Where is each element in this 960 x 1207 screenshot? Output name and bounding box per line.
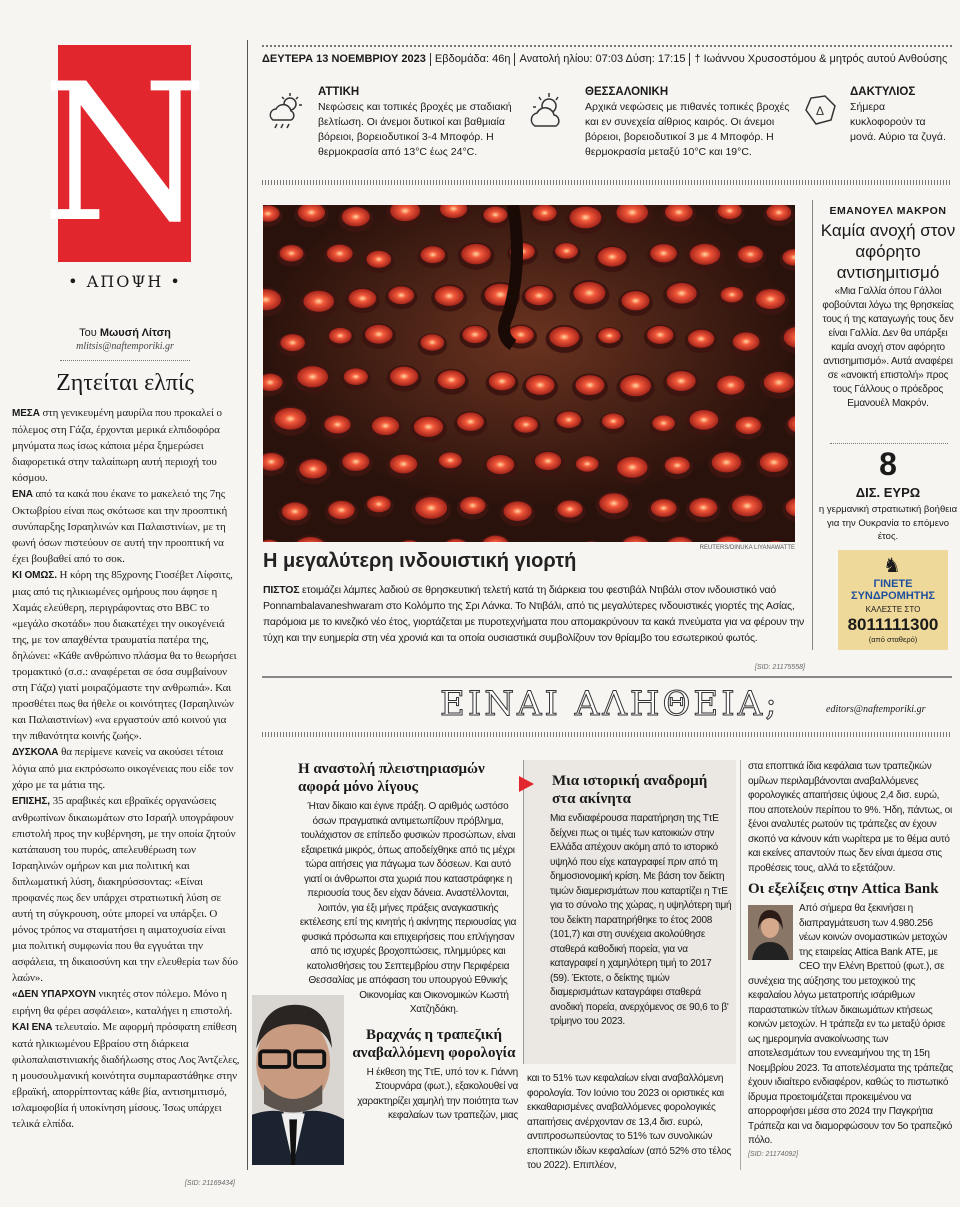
ring-zone-icon <box>800 90 840 130</box>
article-text: Η έκθεση της ΤτΕ, υπό τον κ. Γιάννη Στουρνάρα (φωτ.), εξακολουθεί να χαρακτηρίζει χαμηλή την ποιότητα των κεφαλαίων των τραπεζών, μιας <box>357 1066 518 1121</box>
phone-number[interactable]: 8011111300 <box>847 615 939 634</box>
sid-label: [SID: 21169434] <box>184 1180 235 1187</box>
opinion-paragraph: ΚΙ ΟΜΩΣ. Η κόρη της 85χρονης Γιοσέβετ Λίφσιτς, μιας από τις ηλικιωμένες ομήρους που άφησε η Χαμάς ελεύθερη, περιγράφοντας στο BBC το «μεγάλο σκοτάδι» που διακατέχει την οικογένειά της, με τον απαχθέντα τραυματία πατέρα της, δηλώνει: «Κάθε ανθρώπινο πλάσμα θα το θεωρήσει τρομακτικό (σ.σ.: αναφέρεται σε όσα συμβαίνουν στη Γάζα) γιατί μοιραζόμαστε την ανθρωπιά». Και προσθέτει πως θα ήθελε οι κοινότητες (Ισραηλινών και Παλαιστινίων) «να εργαστούν από κοινού για την πιθανότητα κοινής ζωής». <box>12 569 237 742</box>
article-title: Οι εξελίξεις στην Attica Bank <box>748 881 939 897</box>
article-column-1 <box>252 760 518 1165</box>
divider <box>262 676 952 678</box>
section-label: • ΑΠΟΨΗ • <box>68 272 182 291</box>
sidebar-kicker: ΕΜΑΝΟΥΕΛ ΜΑΚΡΟΝ <box>829 205 947 217</box>
opinion-paragraph: ΜΕΣΑ στη γενικευμένη μαυρίλα που προκαλεί ο πόλεμος στη Γάζα, έρχονται μερικά ελπιδοφόρα μηνύματα πως ίσως κάποια μέρα ξημερώσει διαφορετικά στην ταλαίπωρη αυτή περιοχή του κόσμου. <box>12 407 222 484</box>
opinion-paragraph: ΕΠΙΣΗΣ, 35 αραβικές και εβραϊκές οργανώσεις ανθρωπίνων δικαιωμάτων στο Ισραήλ υπογράφουν επιστολή προς την κυβέρνηση, με την οποία ζητούν κατάπαυση του πυρός, απελευθέρωση των Ισραηλινών ομήρων και μια πολιτική και διπλωματική λύση, διακηρύσσοντας: «Είναι προφανές πως δεν υπάρχει στρατιωτική λύση σε αυτή τη σύγκρουση, ούτε μπορεί να υπάρξει. Ο μόνος τρόπος να σταματήσει η αιματοχυσία είναι μια πολιτική συμφωνία που θα εγγυάται την ασφάλεια, τη δικαιοσύνη και την ελευθερία των δύο λαών». <box>12 795 238 984</box>
divider <box>262 45 952 47</box>
photo-story-title: Η μεγαλύτερη ινδουιστική γιορτή <box>263 550 577 572</box>
stournaras-photo <box>252 995 344 1165</box>
divider <box>262 180 952 185</box>
newspaper-logo: N <box>41 42 208 264</box>
article-text-continued: στα εποπτικά ίδια κεφάλαια των τραπεζικών ομίλων περιλαμβάνονται αναβαλλόμενες φορολογικές απαιτήσεις ύψους 2,4 δισ. ευρώ, που αποτελούν περίπου το 9%. Ήδη, πάντως, οι ξένοι αναλυτές ρωτούν τις τράπεζες αν έχουν σκοπό να κάνουν κάτι νωρίτερα με το θέμα αυτό και εκείνες απαντούν πως δεν είναι άμεσα στις προθέσεις τους, αλλά το εξετάζουν. <box>748 761 952 874</box>
opinion-paragraph: ΚΑΙ ΕΝΑ τελευταίο. Με αφορμή πρόσφατη επίθεση κατά ηλικιωμένου Εβραίου στη διάρκεια φιλοπαλαιστινιακής διαδήλωσης στος Λος Άντζελες, η μουσουλμανική κοινότητα συμπαραστάθηκε στην εβραϊκή, απορρίπτοντας κάθε βία, αντισημιτισμό, ισλαμοφοβία ή υποκίνηση μίσους. Ίσως υπάρχει τελικά ελπίδα. <box>12 1021 240 1130</box>
sun-times: Ανατολή ηλίου: 07:03 Δύση: 17:15 <box>519 53 686 65</box>
article-title: Βραχνάς η τραπεζική αναβαλλόμενη φορολογία <box>352 1026 516 1061</box>
author-name: Μωυσή Λίτση <box>99 327 171 339</box>
paragraph-lead: ΚΙ ΟΜΩΣ. <box>12 570 57 581</box>
article-title: Η αναστολή πλειστηριασμών αφορά μόνο λίγους <box>298 761 485 795</box>
paragraph-lead: ΚΑΙ ΕΝΑ <box>12 1022 53 1033</box>
cloud-rain-sun-icon <box>265 90 305 130</box>
article-text: Μια ενδιαφέρουσα παρατήρηση της ΤτΕ δείχνει πως οι τιμές των κατοικιών στην Ελλάδα απέχουν ακόμη από το ιστορικό υψηλό που είχε καταγραφεί πριν από τη δημοσιονομική κρίση. Με βάση τον δείκτη τιμών διαμερισμάτων που καταρτίζει η ΤτΕ για το σύνολο της χώρας, η υψηλότερη τιμή του δείκτη παρατηρήθηκε το έτος 2008 (101,7) και στη συνέχεια ακολούθησε σταθερά καθοδική πορεία, για να καταγραφεί η χαμηλότερη τιμή το 2017 (59). Έκτοτε, ο δείκτης τιμών διαμερισμάτων καταγράφει σταθερά ανοδική πορεία, ανερχόμενος σε 90,6 το β' τρίμηνο του 2023. <box>550 813 732 1027</box>
divider <box>60 360 190 361</box>
week: Εβδομάδα: 46η <box>434 53 511 65</box>
article-title: Μια ιστορική αναδρομή στα ακίνητα <box>552 773 708 807</box>
article-text: Ήταν δίκαιο και έγινε πράξη. Ο αριθμός ωστόσο όσων πραγματικά αντιμετωπίζουν πρόβλημα, τουλάχιστον σε επίπεδο φυσικών προσώπων, είναι εξαιρετικά μικρός, όπως αποδείχθηκε από τις μέχρι τώρα αιτήσεις για πάγωμα των δόσεων. Και αυτό γιατί οι άνθρωποι στα χωριά που καταστράφηκε η περιουσία τους δεν είχαν δάνεια. Αναστέλλονται, λοιπόν, για έξι μήνες πράξεις αναγκαστικής εκτέλεσης επί της κινητής ή ακίνητης περιουσίας για φυσικά πρόσωπα και επιχειρήσεις που επλήγησαν από τις ισχυρές βροχοπτώσεις, πλημμύρες και κατολισθήσεις του Σεπτεμβρίου στην Περιφέρεια Θεσσαλίας με απόφαση του υπουργού Εθνικής Οικονομίας και Οικονομικών Κωστή Χατζηδάκη. <box>299 801 517 1015</box>
column-title: ΕΙΝΑΙ ΑΛΗΘΕΙΑ; <box>440 684 780 724</box>
big-number: 8 <box>879 446 897 482</box>
paragraph-lead: ΕΠΙΣΗΣ, <box>12 796 50 807</box>
big-number-unit: ΔΙΣ. ΕΥΡΩ <box>855 485 921 500</box>
column-divider <box>247 40 248 1170</box>
author-email[interactable]: mlitsis@naftemporiki.gr <box>76 341 174 352</box>
opinion-body <box>12 405 241 1132</box>
article-text-continued: και το 51% των κεφαλαίων είναι αναβαλλόμενη φορολογία. Τον Ιούνιο του 2023 οι οριστικές και εκκαθαρισμένες αναβαλλόμενες φορολογικές απαιτήσεις ανέρχονταν σε 13,4 δισ. ευρώ, αντιπροσωπεύοντας το 51% των συνολικών εποπτικών ιδίων κεφαλαίων (από 52% στο τέλος του 2022). Επιπλέον, <box>527 1073 732 1171</box>
svg-text:Δ: Δ <box>816 104 825 118</box>
byline: Του Μωυσή Λίτση <box>79 327 171 339</box>
paragraph-lead: ΜΕΣΑ <box>12 408 40 419</box>
subscription-promo[interactable]: ♞ ΓΙΝΕΤΕ ΣΥΝΔΡΟΜΗΤΗΣ ΚΑΛΕΣΤΕ ΣΤΟ 8011111300 (από σταθερό) <box>838 550 948 650</box>
photo-credit: REUTERS/DINUKA LIYANAWATTE <box>699 545 795 551</box>
opinion-paragraph: ΕΝΑ από τα κακά που έκανε το μακελειό της 7ης Οκτωβρίου είναι πως σκότωσε και την προοπτική συνύπαρξης Ισραηλινών και Παλαιστινίων, με τη φωνή όσων πιστεύουν σε αυτή την προοπτική να έχει βουβαθεί από το σοκ. <box>12 488 228 565</box>
vrettou-photo <box>748 905 793 960</box>
hermes-icon: ♞ <box>883 555 901 577</box>
editors-email[interactable]: editors@naftemporiki.gr <box>826 704 926 715</box>
red-arrow-icon <box>519 776 534 792</box>
weather-ring: ΔΑΚΤΥΛΙΟΣ Σήμερα κυκλοφορούν τα μονά. Αύριο τα ζυγά. <box>850 86 946 143</box>
weather-attica: ΑΤΤΙΚΗ Νεφώσεις και τοπικές βροχές με σταδιακή βελτίωση. Οι άνεμοι δυτικοί και βαθμιαία βόρειοι, βορειοδυτικοί 3-4 Μποφόρ. Η θερμοκρασία από 13°C έως 24°C. <box>318 86 512 158</box>
photo-story-text: ΠΙΣΤΟΣ ετοιμάζει λάμπες λαδιού σε θρησκευτική τελετή κατά τη διάρκεια του φεστιβάλ Ντιβάλι στον ινδουιστικό ναό Ponnambalavaneshwaram στο Κολόμπο της Σρι Λάνκα. Το Ντιβάλι, από τις μεγαλύτερες ινδουιστικές γιορτές της Ασίας, παρόμοια με το κινεζικό νέο έτος, γιορτάζεται με πυροτεχνήματα που απομακρύνουν τα κακά πνεύματα για να φέρουν την τύχη και την ευημερία στη νέα χρονιά και τα οποία ουσιαστικά συμβολίζουν τον θρίαμβο του εσωτερικού φωτός. <box>263 584 805 644</box>
sid-label: [SID: 21175558] <box>754 664 805 671</box>
sidebar-title: Καμία ανοχή στον αφόρητο αντισημιτισμό <box>820 221 956 282</box>
date: ΔΕΥΤΕΡΑ 13 ΝΟΕΜΒΡΙΟΥ 2023 <box>262 53 426 65</box>
article-text: Από σήμερα θα ξεκινήσει η διαπραγμάτευση των 4.980.256 νέων κοινών ονομαστικών μετοχών της εταιρείας Attica Bank ΑΤΕ, με CEO την Ελένη Βρεττού (φωτ.), σε συνέχεια της αύξησης του μετοχικού της κεφαλαίου λόγω μετατροπής ισάριθμων παραστατικών τίτλων δικαιωμάτων κτήσεως κοινών μετοχών. Η τράπεζα εν τω μεταξύ όρισε ως ημερομηνία ανακοίνωσης των αποτελεσμάτων του εννεαμήνου της τη 15η Νοεμβρίου 2023. Τα αποτελέσματα της τράπεζας έχουν ιδιαίτερο ενδιαφέρον, καθώς το πιστωτικό ίδρυμα προετοιμάζεται προκειμένου να απορροφήσει μέσα στο 2024 την Παγκρήτια Τράπεζα και να διαμορφώσουν τον 5ο τραπεζικό πόλο. <box>748 903 953 1146</box>
nameday: † Ιωάννου Χρυσοστόμου & μητρός αυτού Ανθούσης <box>694 53 948 65</box>
diwali-oil-lamps-photo <box>263 205 795 542</box>
opinion-paragraph: ΔΥΣΚΟΛΑ θα περίμενε κανείς να ακούσει τέτοια λόγια από μια εκπρόσωπο οικογένειας που είδε τον χάρο με τα μάτια της. <box>12 746 234 791</box>
big-number-text: η γερμανική στρατιωτική βοήθεια για την Ουκρανία το επόμενο έτος. <box>818 504 958 542</box>
weather-thessaloniki: ΘΕΣΣΑΛΟΝΙΚΗ Αρχικά νεφώσεις με πιθανές τοπικές βροχές και εν συνεχεία αίθριος καιρός. Οι άνεμοι βόρειοι, βορειοδυτικοί 3 με 4 Μποφόρ. Η θερμοκρασία μεταξύ 10°C και 19°C. <box>585 86 790 158</box>
opinion-paragraph: «ΔΕΝ ΥΠΑΡΧΟΥΝ νικητές στον πόλεμο. Μόνο η ειρήνη θα φέρει ασφάλεια», καταλήγει η επιστολή. <box>12 988 233 1017</box>
paragraph-lead: «ΔΕΝ ΥΠΑΡΧΟΥΝ <box>12 989 96 1000</box>
divider <box>830 443 948 444</box>
paragraph-lead: ΔΥΣΚΟΛΑ <box>12 747 59 758</box>
opinion-title: Ζητείται ελπίς <box>56 370 194 396</box>
cloud-sun-icon <box>525 90 565 130</box>
sidebar-text: «Μια Γαλλία όπου Γάλλοι φοβούνται λόγω της θρησκείας τους ή της καταγωγής τους δεν είναι Γαλλία. Δεν θα υπάρξει καμία ανοχή στον αφόρητο αντισημιτισμό». Αυτά αναφέρει σε «ανοικτή επιστολή» προς τους Γάλλους ο πρόεδρος Εμανουέλ Μακρόν. <box>822 286 954 409</box>
divider <box>262 732 952 737</box>
sid-label: [SID: 21174092] <box>748 1150 799 1158</box>
paragraph-lead: ΕΝΑ <box>12 489 33 500</box>
dateline <box>262 52 955 66</box>
divider <box>740 760 741 1170</box>
divider <box>812 200 813 650</box>
article-body <box>748 902 956 1158</box>
